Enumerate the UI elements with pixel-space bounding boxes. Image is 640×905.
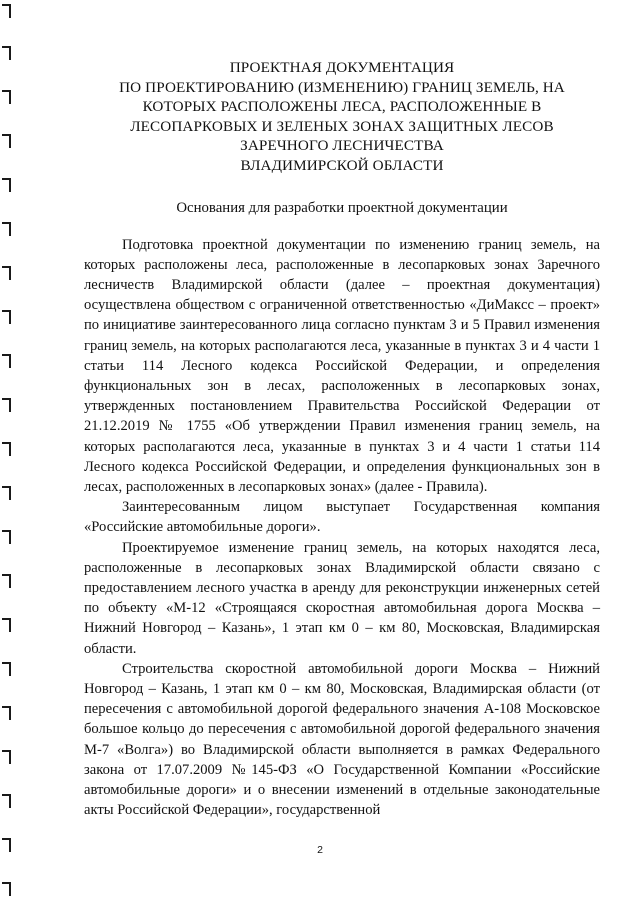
binding-marks <box>0 0 16 905</box>
binding-mark <box>2 706 11 708</box>
binding-mark <box>2 90 11 92</box>
binding-mark <box>2 222 11 224</box>
binding-mark <box>2 530 11 532</box>
binding-mark <box>2 838 11 840</box>
body-paragraph: Проектируемое изменение границ земель, на которых находятся леса, расположенные в лесопарковых зонах Владимирской области связано с предоставлением лесного участка в аренду для реконструкции инженерных сетей по объекту «М-12 «Строящаяся скоростная автомобильная дорога Москва – Нижний Новгород – Казань», 1 этап км 0 – км 80, Московская, Владимирская области. <box>84 539 600 657</box>
title-line: ЗАРЕЧНОГО ЛЕСНИЧЕСТВА <box>240 137 444 155</box>
binding-mark <box>2 46 11 48</box>
binding-mark <box>2 178 11 180</box>
body-paragraph: Подготовка проектной документации по изменению границ земель, на которых расположены леса, расположенные в лесопарковых зонах Заречного лесничеств Владимирской области (далее – проектная документация) осуществлена обществом с ограниченной ответственностью «ДиМакcс – проект» по инициативе заинтересованного лица согласно пунктам 3 и 5 Правил изменения границ земель, на которых располагаются леса, указанные в пунктах 3 и 4 части 1 статьи 114 Лесного кодекса Российской Федерации, и определения функциональных зон в лесах, расположенных в лесопарковых зонах, утвержденных постановлением Правительства Российской Федерации от 21.12.2019 № 1755 «Об утверждении Правил изменения границ земель, на которых располагаются леса, указанные в пунктах 3 и 4 части 1 статьи 114 Лесного кодекса Российской Федерации, и определения функциональных зон в лесах, расположенных в лесопарковых зонах» (далее - Правила). <box>84 236 600 495</box>
title-line: ЛЕСОПАРКОВЫХ И ЗЕЛЕНЫХ ЗОНАХ ЗАЩИТНЫХ ЛЕСОВ <box>130 117 554 135</box>
title-line: ПРОЕКТНАЯ ДОКУМЕНТАЦИЯ <box>229 59 455 76</box>
binding-mark <box>2 794 11 796</box>
title-line: ПО ПРОЕКТИРОВАНИЮ (ИЗМЕНЕНИЮ) ГРАНИЦ ЗЕМЕЛЬ, НА <box>119 78 565 96</box>
section-heading: Основания для разработки проектной документации <box>176 199 508 216</box>
binding-mark <box>2 354 11 356</box>
body-paragraph: Строительства скоростной автомобильной дороги Москва – Нижний Новгород – Казань, 1 этап км 0 – км 80, Московская, Владимирская области (от пересечения с автомобильной дорогой федерального значения А-108 Московское большое кольцо до пересечения с автомобильной дорогой федерального значения М-7 «Волга») во Владимирской области выполняется в рамках Федерального закона от 17.07.2009 №145-ФЗ «О Государственной Компании «Российские автомобильные дороги» и о внесении изменений в отдельные законодательные акты Российской Федерации», государственной <box>84 660 600 819</box>
binding-mark <box>2 134 11 136</box>
binding-mark <box>2 486 11 488</box>
binding-mark <box>2 442 11 444</box>
binding-mark <box>2 398 11 400</box>
binding-mark <box>2 310 11 312</box>
page-number: 2 <box>317 844 323 856</box>
binding-mark <box>2 618 11 620</box>
binding-mark <box>2 662 11 664</box>
binding-mark <box>2 882 11 884</box>
title-line: ВЛАДИМИРСКОЙ ОБЛАСТИ <box>240 156 444 174</box>
binding-mark <box>2 266 11 268</box>
binding-mark <box>2 574 11 576</box>
document-page <box>84 58 600 820</box>
title-line: КОТОРЫХ РАСПОЛОЖЕНЫ ЛЕСА, РАСПОЛОЖЕННЫЕ В <box>142 98 542 116</box>
document-title <box>84 58 600 176</box>
binding-mark <box>2 4 11 6</box>
body-paragraph: Заинтересованным лицом выступает Государственная компания «Российские автомобильные дороги». <box>84 499 600 536</box>
binding-mark <box>2 750 11 752</box>
